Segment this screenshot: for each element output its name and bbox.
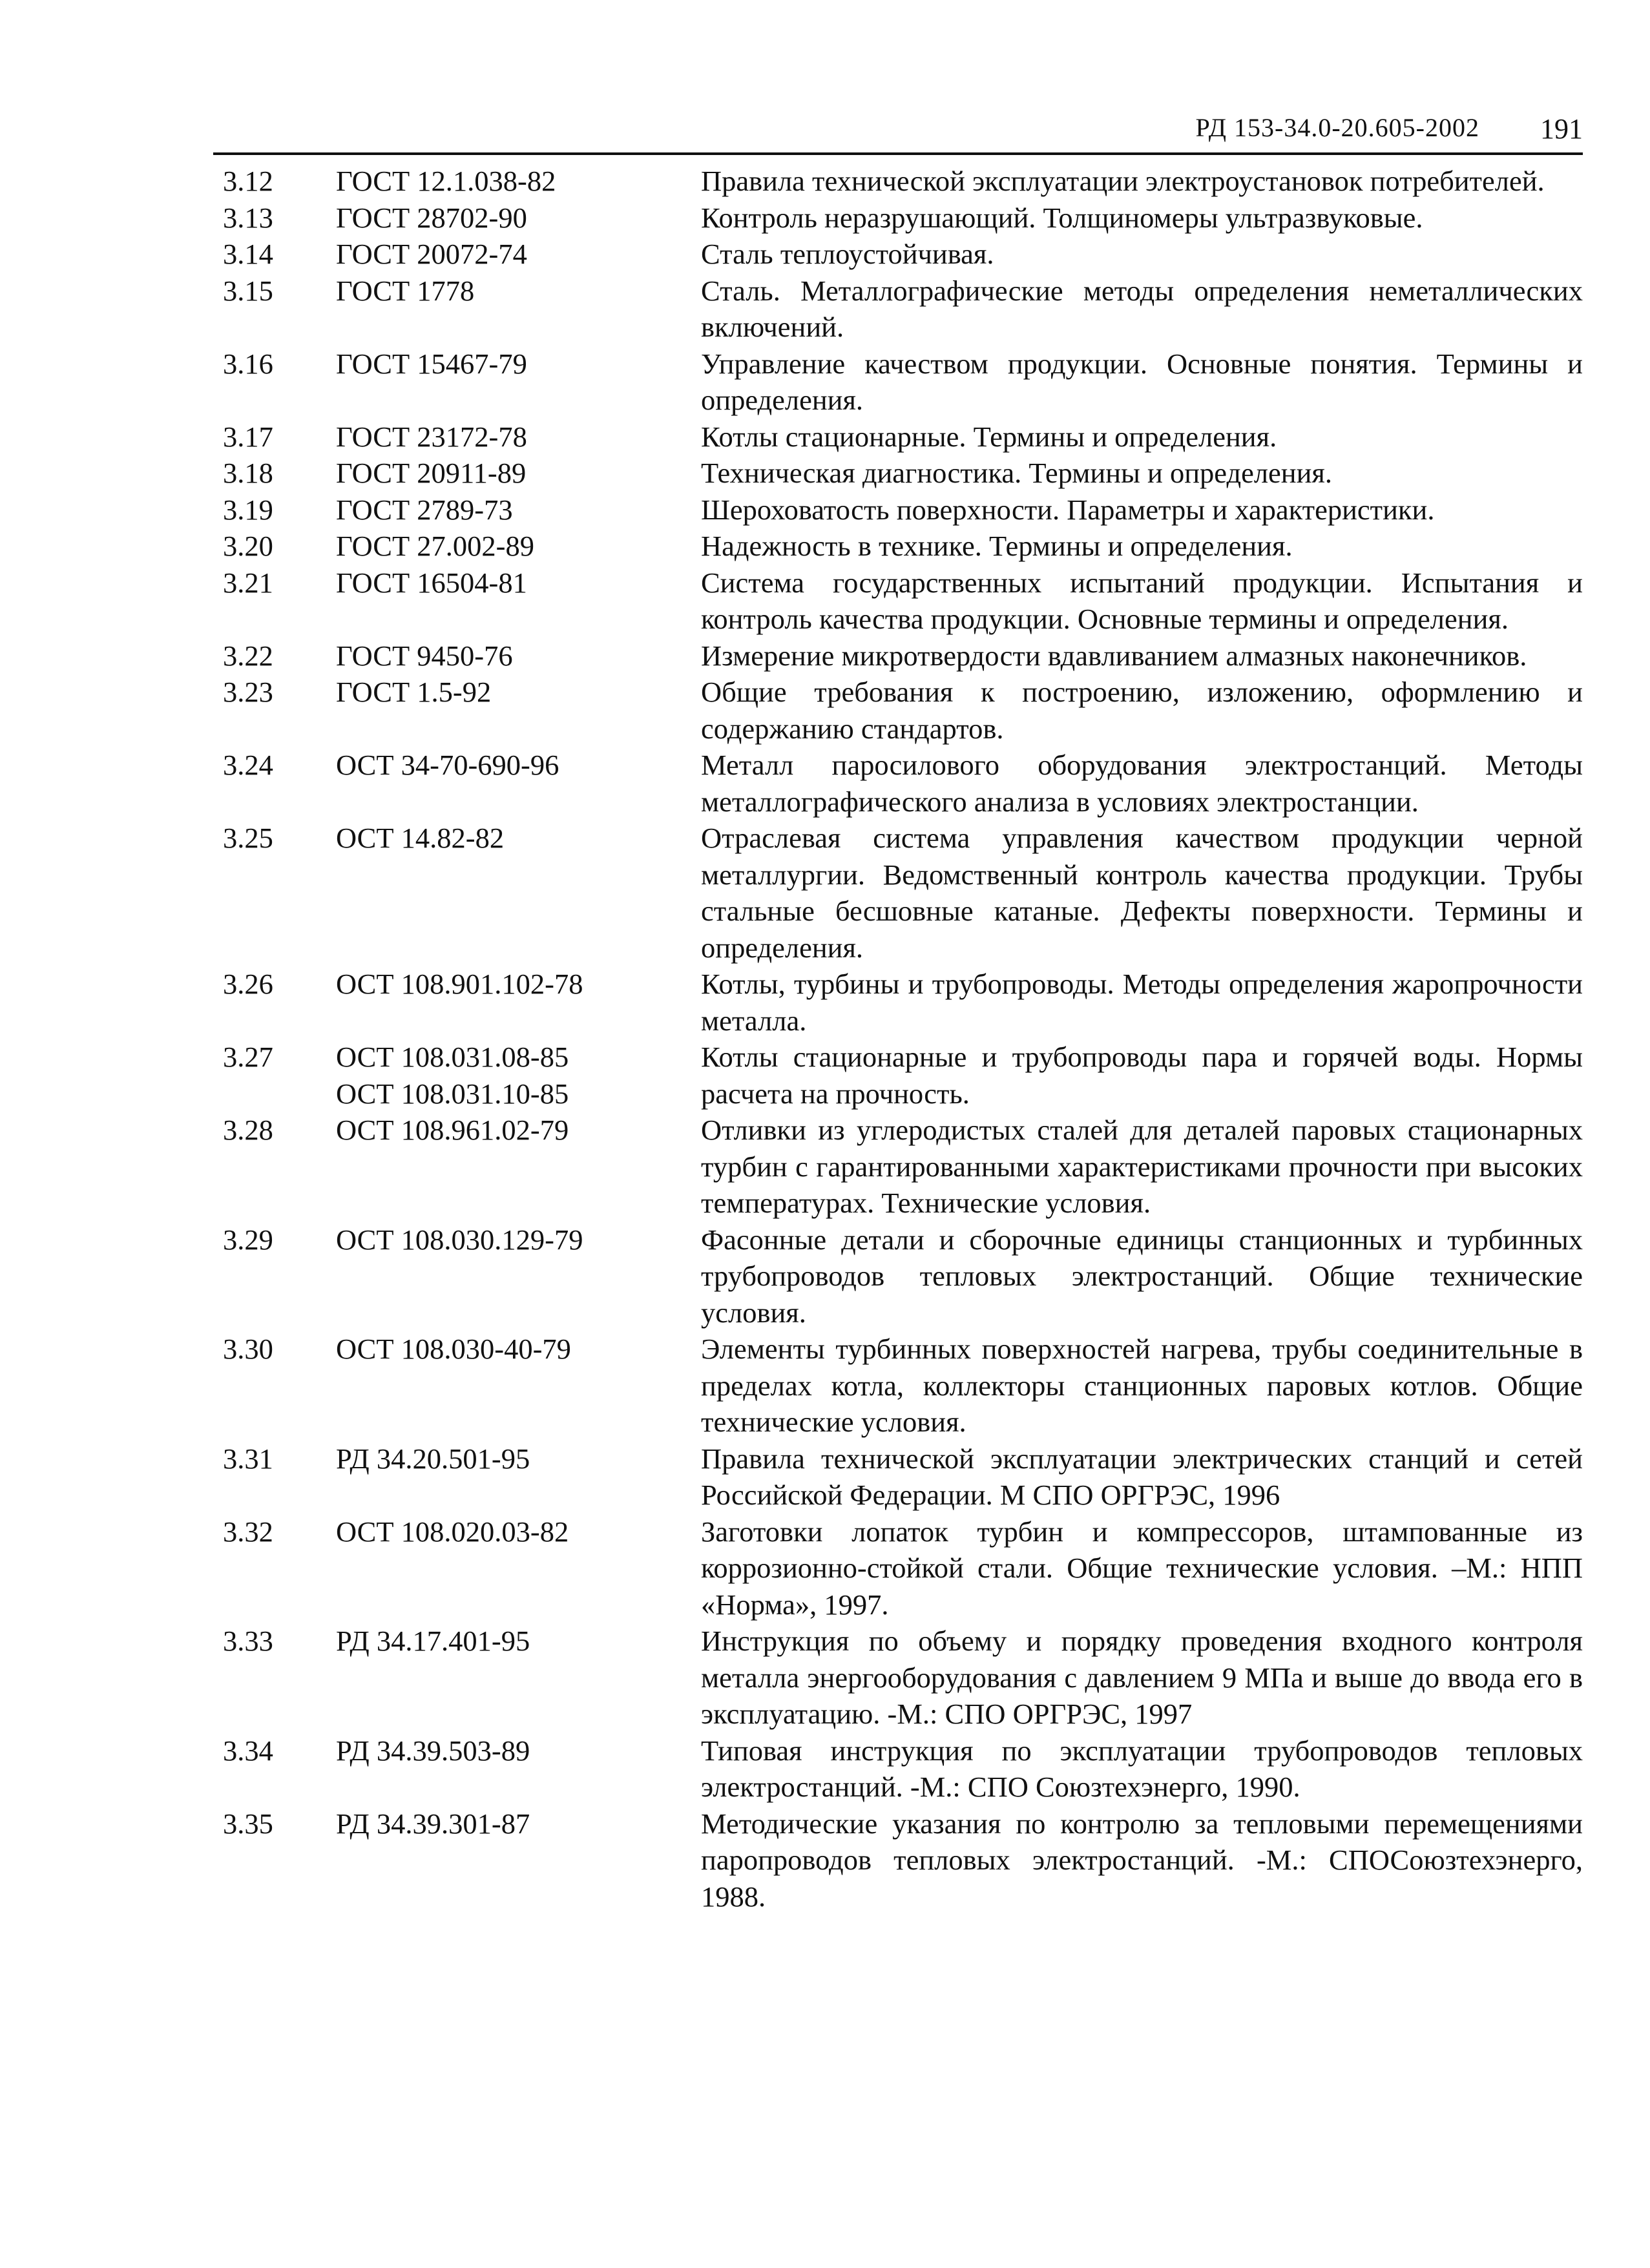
- entry-document-code: [333, 1514, 701, 1550]
- reference-entry: [213, 966, 1583, 1039]
- document-code-line: ГОСТ 20072-74: [336, 238, 527, 270]
- reference-entry: [213, 1222, 1583, 1331]
- document-code-line: ГОСТ 27.002-89: [336, 530, 534, 562]
- entry-number: 3.26: [223, 968, 273, 1000]
- entry-number: 3.24: [223, 749, 273, 781]
- reference-entry: [213, 200, 1583, 236]
- reference-entry: [213, 419, 1583, 455]
- document-code-line: ОСТ 34-70-690-96: [336, 749, 559, 781]
- entry-document-code: [333, 1732, 701, 1769]
- document-code-line: ГОСТ 20911-89: [336, 457, 527, 489]
- entry-number: 3.13: [223, 201, 273, 234]
- document-code-line: РД 34.39.503-89: [336, 1734, 530, 1767]
- entry-number: 3.23: [223, 676, 273, 708]
- entry-number: 3.21: [223, 566, 273, 599]
- entry-document-code: [333, 419, 701, 455]
- document-code-line: ГОСТ 9450-76: [336, 639, 513, 672]
- entry-number: 3.15: [223, 274, 273, 307]
- reference-entry: [213, 1623, 1583, 1732]
- entry-number: 3.12: [223, 165, 273, 197]
- entry-title: Управление качеством продукции. Основные понятия. Термины и определения.: [701, 347, 1583, 416]
- entry-document-code: [333, 455, 701, 492]
- entry-document-code: [333, 1805, 701, 1842]
- entry-number: 3.31: [223, 1442, 273, 1475]
- entry-document-code: [333, 163, 701, 200]
- document-code-line: ОСТ 108.031.10-85: [336, 1077, 569, 1110]
- document-code-line: ГОСТ 12.1.038-82: [336, 165, 556, 197]
- entry-document-code: [333, 236, 701, 273]
- entry-number: 3.25: [223, 822, 273, 854]
- reference-entry: [213, 674, 1583, 747]
- entry-title: Металл паросилового оборудования электростанций. Методы металлографического анализа в условиях электростанции.: [701, 749, 1583, 818]
- entry-document-code: [333, 674, 701, 711]
- entry-title: Правила технической эксплуатации электроустановок потребителей.: [701, 165, 1545, 197]
- document-code-line: ОСТ 108.020.03-82: [336, 1515, 569, 1548]
- entry-title: Надежность в технике. Термины и определения.: [701, 530, 1293, 562]
- entry-title: Общие требования к построению, изложению, оформлению и содержанию стандартов.: [701, 676, 1583, 745]
- document-code-line: ОСТ 108.901.102-78: [336, 968, 583, 1000]
- entry-document-code: [333, 1222, 701, 1258]
- document-code-line: ГОСТ 1778: [336, 274, 475, 307]
- document-code-line: ГОСТ 28702-90: [336, 201, 527, 234]
- reference-entry: [213, 747, 1583, 820]
- entry-title: Котлы, турбины и трубопроводы. Методы определения жаропрочности металла.: [701, 968, 1583, 1037]
- entry-title: Система государственных испытаний продукции. Испытания и контроль качества продукции. Основные термины и определения.: [701, 566, 1583, 635]
- document-code-line: ОСТ 14.82-82: [336, 822, 505, 854]
- entry-number: 3.22: [223, 639, 273, 672]
- entry-number: 3.33: [223, 1625, 273, 1657]
- reference-entry: [213, 163, 1583, 200]
- entry-document-code: [333, 200, 701, 236]
- entry-title: Сталь. Металлографические методы определения неметаллических включений.: [701, 274, 1583, 343]
- entry-title: Заготовки лопаток турбин и компрессоров, штампованные из коррозионно-стойкой стали. Общие технические условия. –М.: НПП «Норма», 1997.: [701, 1515, 1583, 1621]
- reference-entry: [213, 455, 1583, 492]
- entry-document-code: [333, 820, 701, 857]
- entry-title: Шероховатость поверхности. Параметры и характеристики.: [701, 493, 1435, 526]
- reference-entry: [213, 492, 1583, 528]
- document-code-line: ОСТ 108.961.02-79: [336, 1114, 569, 1146]
- document-code-line: ГОСТ 15467-79: [336, 347, 527, 380]
- document-code: РД 153-34.0-20.605-2002: [1195, 113, 1479, 142]
- document-code-line: РД 34.20.501-95: [336, 1442, 530, 1475]
- entry-document-code: [333, 1331, 701, 1368]
- reference-entry: [213, 346, 1583, 419]
- reference-entry: [213, 820, 1583, 966]
- reference-entry: [213, 1331, 1583, 1441]
- reference-entry: [213, 1039, 1583, 1112]
- page-number: 191: [1540, 113, 1583, 145]
- reference-entry: [213, 1441, 1583, 1514]
- entry-title: Техническая диагностика. Термины и определения.: [701, 457, 1333, 489]
- reference-entry: [213, 1732, 1583, 1805]
- entry-document-code: [333, 1039, 701, 1112]
- entry-document-code: [333, 492, 701, 528]
- entry-title: Инструкция по объему и порядку проведения входного контроля металла энергооборудования с давлением 9 МПа и выше до ввода его в эксплуатацию. -М.: СПО ОРГРЭС, 1997: [701, 1625, 1583, 1730]
- document-code-line: ГОСТ 1.5-92: [336, 676, 492, 708]
- reference-entry: [213, 528, 1583, 565]
- entry-number: 3.28: [223, 1114, 273, 1146]
- entry-document-code: [333, 273, 701, 309]
- reference-entry: [213, 273, 1583, 346]
- entry-document-code: [333, 966, 701, 1003]
- document-code-line: ГОСТ 2789-73: [336, 493, 513, 526]
- entry-document-code: [333, 747, 701, 784]
- page-header: [213, 103, 1583, 155]
- entry-number: 3.35: [223, 1807, 273, 1840]
- entry-document-code: [333, 565, 701, 601]
- document-code-line: ГОСТ 23172-78: [336, 420, 527, 453]
- entry-number: 3.29: [223, 1223, 273, 1256]
- entry-number: 3.19: [223, 493, 273, 526]
- document-code-line: ГОСТ 16504-81: [336, 566, 527, 599]
- document-code-line: РД 34.39.301-87: [336, 1807, 530, 1840]
- entry-title: Измерение микротвердости вдавливанием алмазных наконечников.: [701, 639, 1527, 672]
- entry-title: Методические указания по контролю за тепловыми перемещениями паропроводов тепловых электростанций. -М.: СПОСоюзтехэнерго, 1988.: [701, 1807, 1583, 1913]
- entry-title: Сталь теплоустойчивая.: [701, 238, 994, 270]
- entry-title: Фасонные детали и сборочные единицы станционных и турбинных трубопроводов тепловых электростанций. Общие технические условия.: [701, 1223, 1583, 1329]
- entry-document-code: [333, 1441, 701, 1477]
- entry-document-code: [333, 1623, 701, 1659]
- entry-title: Отливки из углеродистых сталей для деталей паровых стационарных турбин с гарантированными характеристиками прочности при высоких температурах. Технические условия.: [701, 1114, 1583, 1219]
- reference-entry: [213, 565, 1583, 638]
- entry-title: Элементы турбинных поверхностей нагрева, трубы соединительные в пределах котла, коллекторы станционных паровых котлов. Общие технические условия.: [701, 1333, 1583, 1438]
- entry-number: 3.17: [223, 420, 273, 453]
- reference-entry: [213, 236, 1583, 273]
- entry-title: Котлы стационарные. Термины и определения.: [701, 420, 1277, 453]
- entry-title: Контроль неразрушающий. Толщиномеры ультразвуковые.: [701, 201, 1423, 234]
- entry-number: 3.20: [223, 530, 273, 562]
- entry-number: 3.16: [223, 347, 273, 380]
- reference-entry: [213, 1514, 1583, 1623]
- entry-document-code: [333, 346, 701, 382]
- entry-document-code: [333, 528, 701, 565]
- entry-title: Правила технической эксплуатации электрических станций и сетей Российской Федерации. М СПО ОРГРЭС, 1996: [701, 1442, 1583, 1511]
- reference-entry: [213, 1112, 1583, 1222]
- entry-number: 3.32: [223, 1515, 273, 1548]
- document-code-line: РД 34.17.401-95: [336, 1625, 530, 1657]
- header-rule: [213, 152, 1583, 155]
- entry-number: 3.30: [223, 1333, 273, 1365]
- document-code-line: ОСТ 108.030.129-79: [336, 1223, 583, 1256]
- reference-list: [213, 163, 1583, 1915]
- entry-number: 3.34: [223, 1734, 273, 1767]
- entry-document-code: [333, 638, 701, 674]
- reference-entry: [213, 1805, 1583, 1915]
- document-code-line: ОСТ 108.030-40-79: [336, 1333, 571, 1365]
- reference-entry: [213, 638, 1583, 674]
- entry-title: Котлы стационарные и трубопроводы пара и горячей воды. Нормы расчета на прочность.: [701, 1041, 1583, 1110]
- entry-title: Типовая инструкция по эксплуатации трубопроводов тепловых электростанций. -М.: СПО Союзтехэнерго, 1990.: [701, 1734, 1583, 1803]
- entry-document-code: [333, 1112, 701, 1149]
- entry-number: 3.18: [223, 457, 273, 489]
- entry-number: 3.27: [223, 1041, 273, 1073]
- entry-title: Отраслевая система управления качеством продукции черной металлургии. Ведомственный контроль качества продукции. Трубы стальные бесшовные катаные. Дефекты поверхности. Термины и определения.: [701, 822, 1583, 964]
- document-code-line: ОСТ 108.031.08-85: [336, 1041, 569, 1073]
- entry-number: 3.14: [223, 238, 273, 270]
